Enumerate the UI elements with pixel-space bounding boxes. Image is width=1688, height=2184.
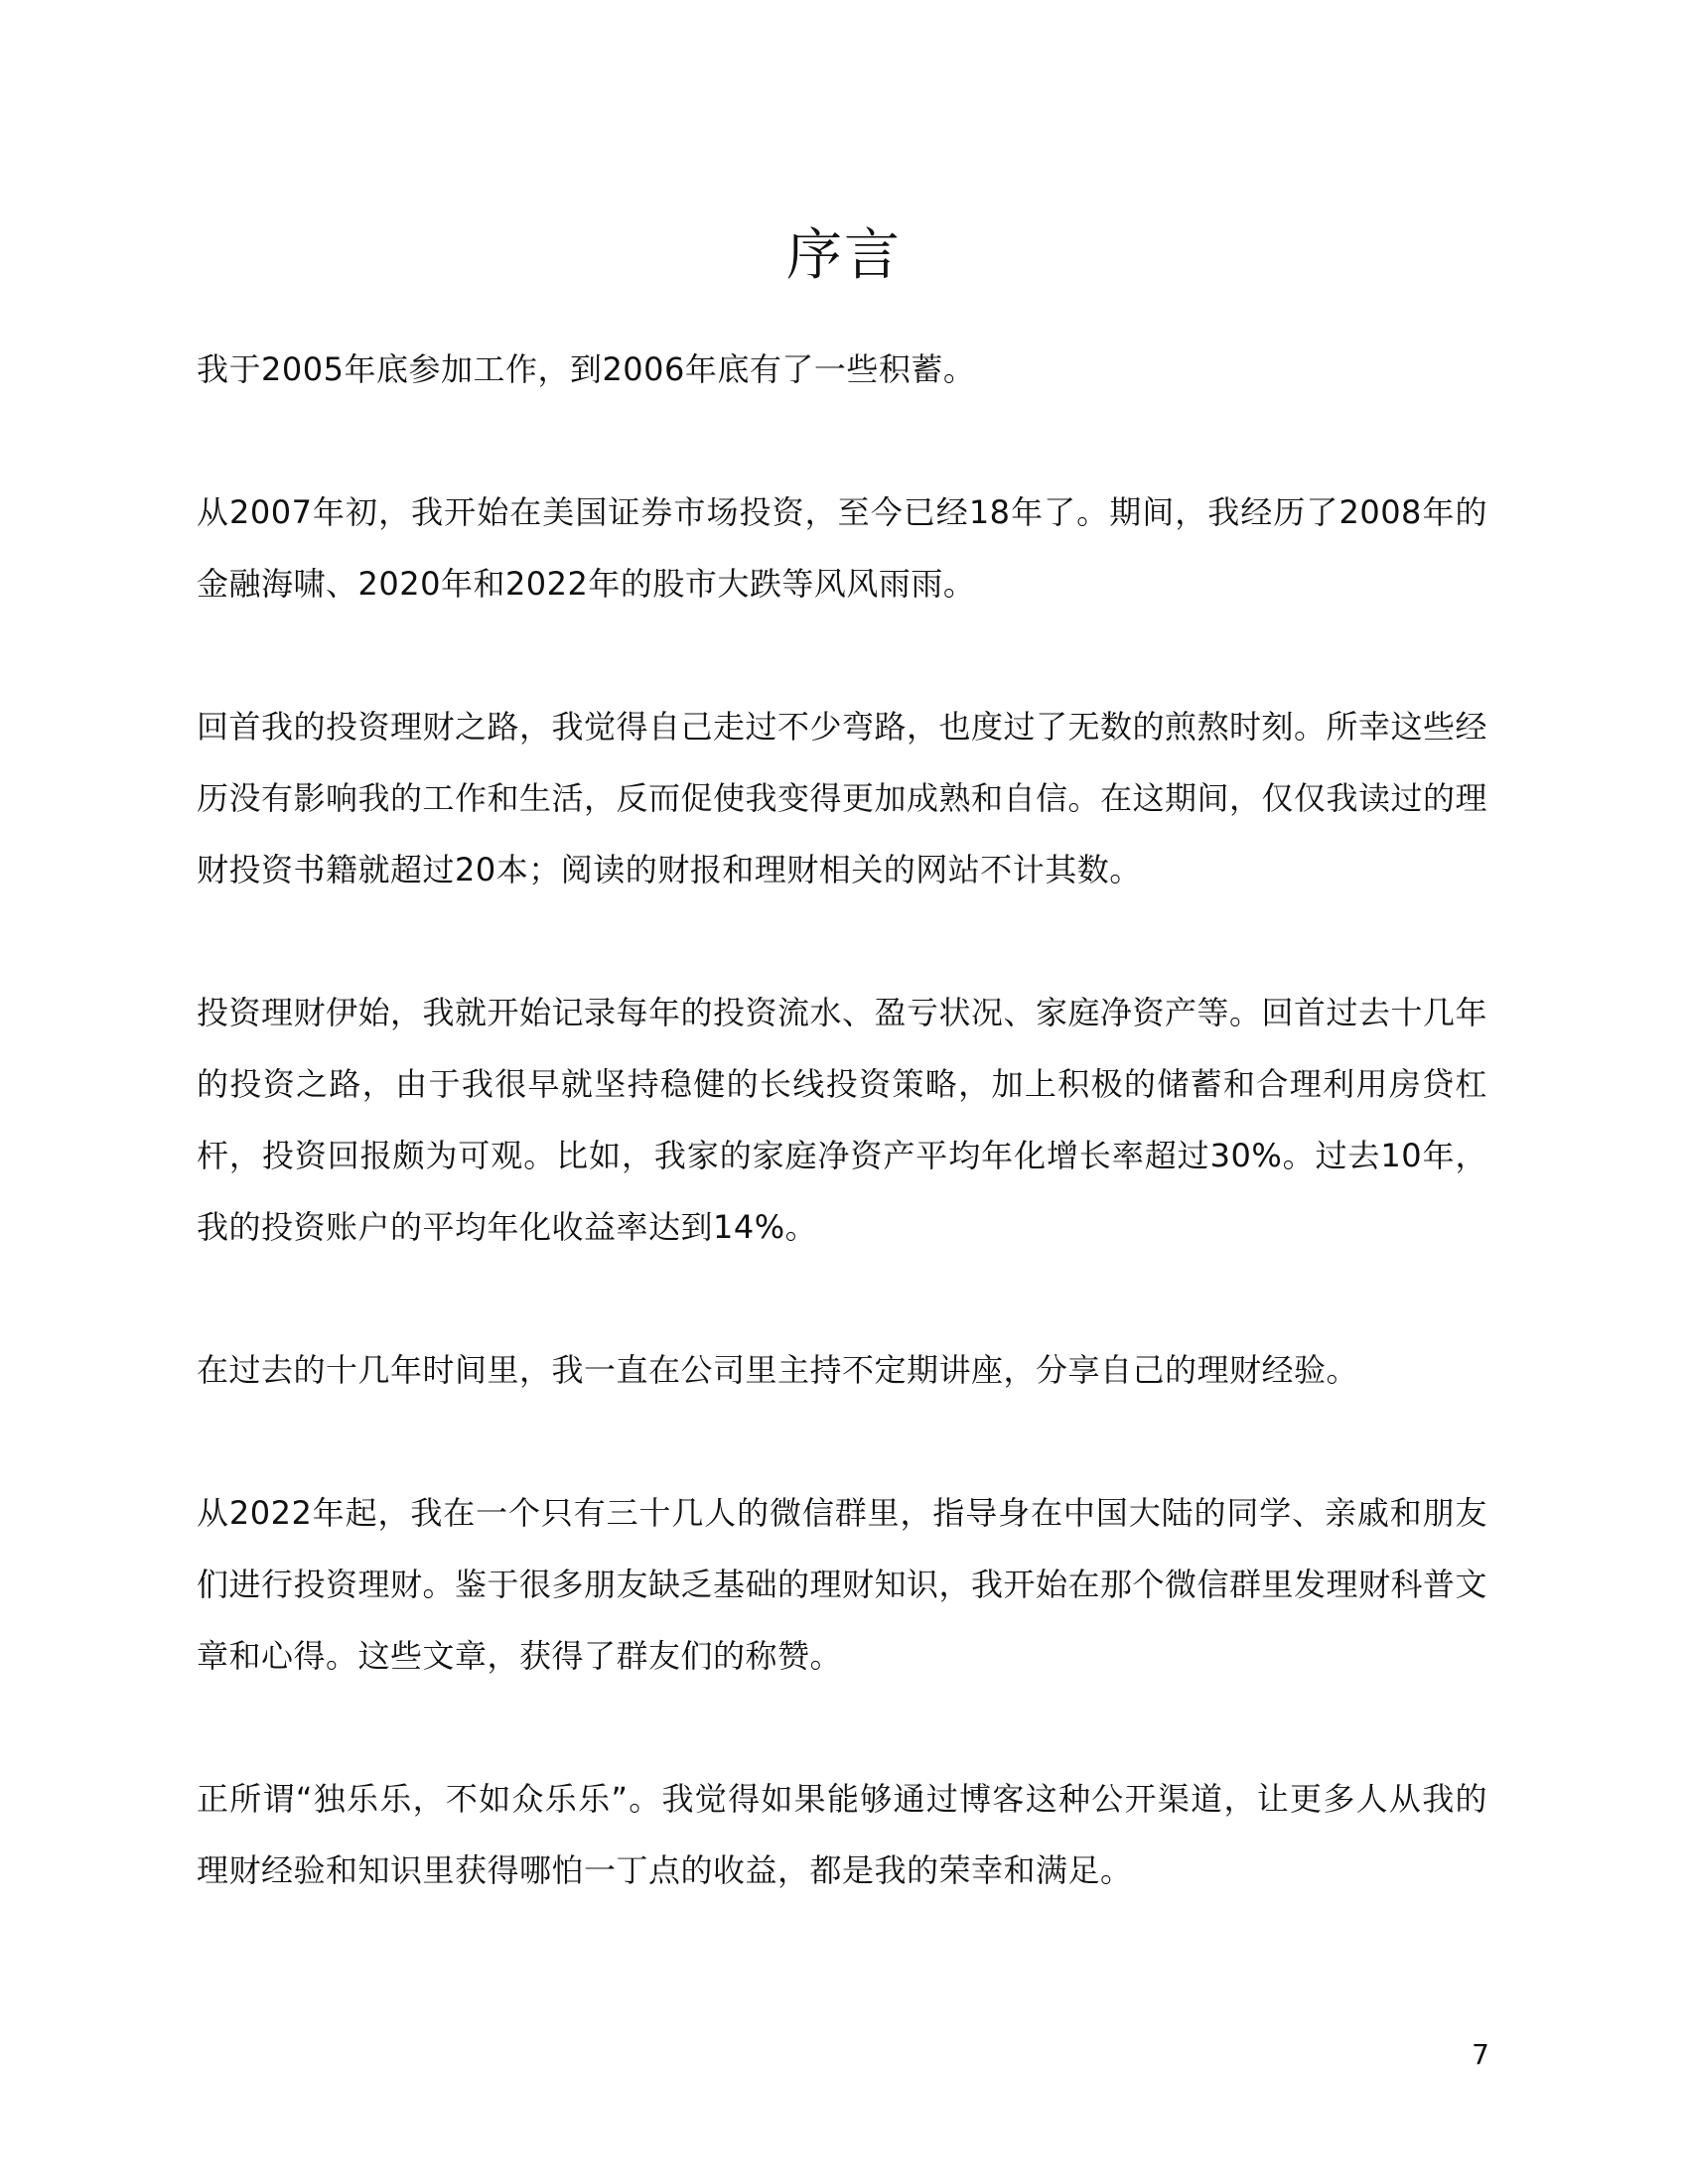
paragraph-1: 我于2005年底参加工作，到2006年底有了一些积蓄。 [197,350,976,388]
paragraph-6: 从2022年起，我在一个只有三十几人的微信群里，指导身在中国大陆的同学、亲戚和朋友们进行投资理财。鉴于很多朋友缺乏基础的理财知识，我开始在那个微信群里发理财科普文章和心得。这些文章，获得了群友们的称赞。 [197,1494,1488,1675]
paragraph-3: 回首我的投资理财之路，我觉得自己走过不少弯路，也度过了无数的煎熬时刻。所幸这些经历没有影响我的工作和生活，反而促使我变得更加成熟和自信。在这期间，仅仅我读过的理财投资书籍就超过20本；阅读的财报和理财相关的网站不计其数。 [197,708,1488,888]
paragraph-2: 从2007年初，我开始在美国证券市场投资，至今已经18年了。期间，我经历了2008年的金融海啸、2020年和2022年的股市大跌等风风雨雨。 [197,493,1487,603]
page-number: 7 [1472,2038,1489,2071]
page-title: 序言 [786,223,902,288]
body-text [197,334,1487,1978]
paragraph-5: 在过去的十几年时间里，我一直在公司里主持不定期讲座，分享自己的理财经验。 [197,1351,1359,1389]
paragraph-7: 正所谓“独乐乐，不如众乐乐”。我觉得如果能够通过博客这种公开渠道，让更多人从我的理财经验和知识里获得哪怕一丁点的收益，都是我的荣幸和满足。 [197,1780,1487,1889]
paragraph-4: 投资理财伊始，我就开始记录每年的投资流水、盈亏状况、家庭净资产等。回首过去十几年的投资之路，由于我很早就坚持稳健的长线投资策略，加上积极的储蓄和合理利用房贷杠杆，投资回报颇为可观。比如，我家的家庭净资产平均年化增长率超过30%。过去10年，我的投资账户的平均年化收益率达到14%。 [197,994,1488,1246]
